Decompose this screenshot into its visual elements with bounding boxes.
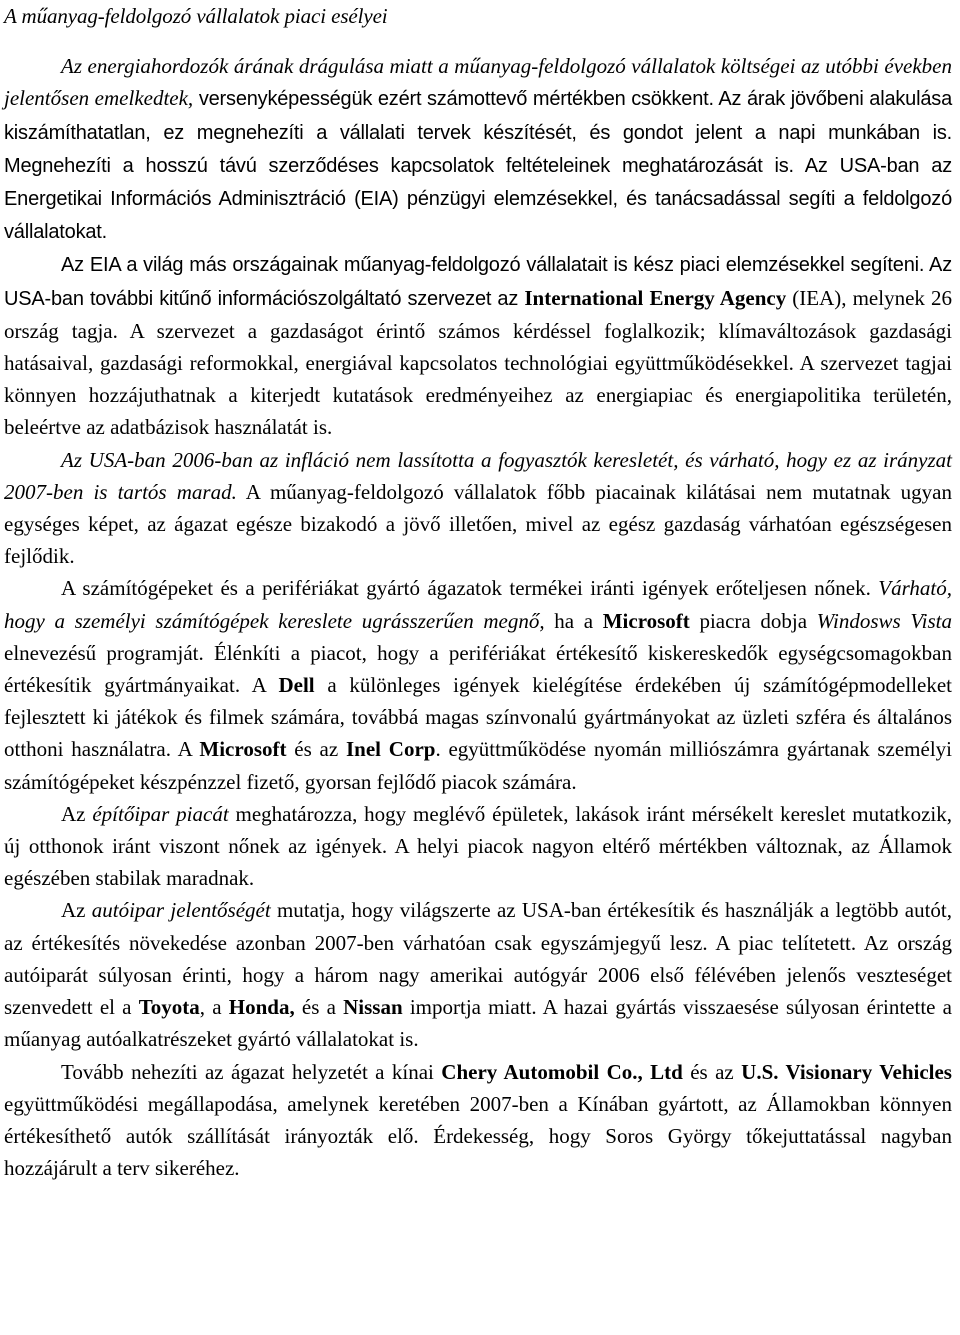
text-run: mutatja, hogy világszerte az USA-ban értékesítik és használják a legtöbb autót, az értékesítés növekedése azonban 2007-ben várhatóan csak egyszámjegyű lesz. A piac telítetett. Az ország autóiparát súlyosan érinti, hogy a három nagy amerikai autógyár 2006 első félévében jelenős veszteséget szenvedett el a [4, 898, 952, 1020]
text-run: Várható, hogy a személyi számítógépek kereslete ugrásszerűen megnő, [4, 576, 952, 633]
document-page [4, 0, 952, 1184]
paragraph-inflation [4, 444, 952, 573]
text-run: Az [61, 801, 93, 826]
paragraph-chery [4, 1056, 952, 1185]
text-run: , a [199, 995, 229, 1020]
paragraph-computers [4, 572, 952, 797]
document-title: A műanyag-feldolgozó vállalatok piaci esélyei [4, 4, 388, 28]
text-run: Az EIA a világ más országainak műanyag-feldolgozó vállalatait is kész piaci elemzésekkel segíteni. Az USA-ban további kitűnő információszolgáltató szervezet az [4, 254, 952, 310]
text-run: és a [294, 995, 344, 1020]
product-name: Windosws Vista [816, 608, 952, 633]
text-run: együttműködési megállapodása, amelynek keretében 2007-ben a Kínában gyártott, az Államokban könnyen értékesíthető autók szállítását irányozták elő. Érdekesség, hogy Soros György tőkejuttatással nagyban hozzájárult a terv sikeréhez. [4, 1091, 952, 1181]
organization-name: International Energy Agency [524, 285, 787, 310]
text-run: Tovább nehezíti az ágazat helyzetét a kínai [61, 1059, 442, 1084]
text-run: autóipar jelentőségét [91, 898, 271, 923]
text-run: A számítógépeket és a perifériákat gyártó ágazatok termékei iránti igények erőteljesen nőnek. [61, 576, 879, 601]
paragraph-eia [4, 248, 952, 443]
text-run: (IEA), melynek 26 ország tagja. A szervezet a gazdaságot érintő számos kérdéssel foglalkozik; klímaváltozások gazdasági hatásaival, gazdasági reformokkal, energiával kapcsolatos technológiai együttműködésekkel. A szervezet tagjai könnyen hozzájuthatnak a kiterjedt kutatások eredményeihez az energiapiac és energiapolitika területén, beleértve az adatbázisok használatát is. [4, 285, 952, 440]
text-run: importja miatt. A hazai gyártás visszaesése súlyosan érintette a műanyag autóalkatrészeket gyártó vállalatokat is. [4, 995, 952, 1052]
text-run: Az [61, 898, 92, 923]
company-name: Nissan [343, 995, 403, 1020]
company-name: Toyota [138, 995, 200, 1020]
paragraph-energy-costs [4, 50, 952, 248]
text-run: Az USA-ban 2006-ban az infláció nem lassította a fogyasztók keresletét, és várható, hogy ez az irányzat 2007-ben is tartós marad. [4, 447, 952, 504]
text-run: piacra dobja [689, 608, 817, 633]
text-run: és az [286, 737, 346, 762]
paragraph-construction [4, 798, 952, 895]
text-run: Az energiahordozók árának drágulása miatt a műanyag-feldolgozó vállalatok költségei az utóbbi években jelentősen emelkedtek, [4, 54, 952, 111]
company-name: Chery Automobil Co., Ltd [441, 1059, 683, 1084]
text-run: elnevezésű programját. Élénkíti a piacot, hogy a perifériákat értékesítő kiskereskedők egységcsomagokban értékesítik gyártmányaikat. A [4, 640, 952, 698]
company-name: Dell [278, 673, 315, 698]
company-name: Microsoft [602, 608, 690, 633]
company-name: Microsoft [199, 737, 287, 762]
text-run: . együttműködése nyomán milliószámra gyártanak személyi számítógépeket készpénzzel fizető, gyorsan fejlődő piacok számára. [4, 737, 952, 794]
text-run: és az [682, 1059, 742, 1084]
text-run: a különleges igények kielégítése érdekében új számítógépmodelleket fejlesztett ki játékok és filmek számára, továbbá magas színvonalú gyártmányokat az üzleti szféra és általános otthoni használatra. A [4, 673, 953, 762]
text-run: versenyképességük ezért számottevő mértékben csökkent. Az árak jövőbeni alakulása kiszámíthatatlan, ez megnehezíti a vállalati tervek készítését, és gondot jelent a napi munkában is. Megnehezíti a hosszú távú szerződéses kapcsolatok feltételeinek meghatározását is. Az USA-ban az Energetikai Információs Adminisztráció (EIA) pénzügyi elemzésekkel, és tanácsadással segíti a feldolgozó vállalatokat. [4, 88, 952, 244]
text-run: meghatározza, hogy meglévő épületek, lakások iránt mérsékelt kereslet mutatkozik, új otthonok iránt viszont nőnek az igények. A helyi piacok nagyon eltérő mértékben változnak, az Államok egészében stabilak maradnak. [4, 801, 952, 891]
company-name: Inel Corp [345, 737, 436, 762]
paragraph-automotive [4, 894, 952, 1055]
text-run: ha a [544, 608, 603, 633]
company-name: Honda, [228, 995, 295, 1020]
document-body [4, 50, 952, 1184]
text-run: A műanyag-feldolgozó vállalatok főbb piacainak kilátásai nem mutatnak ugyan egységes képet, az ágazat egésze bizakodó a jövő illetően, mivel az egész gazdaság várhatóan egészségesen fejlődik. [4, 479, 952, 569]
text-run: építőipar piacát [92, 801, 229, 826]
company-name: U.S. Visionary Vehicles [741, 1059, 952, 1084]
